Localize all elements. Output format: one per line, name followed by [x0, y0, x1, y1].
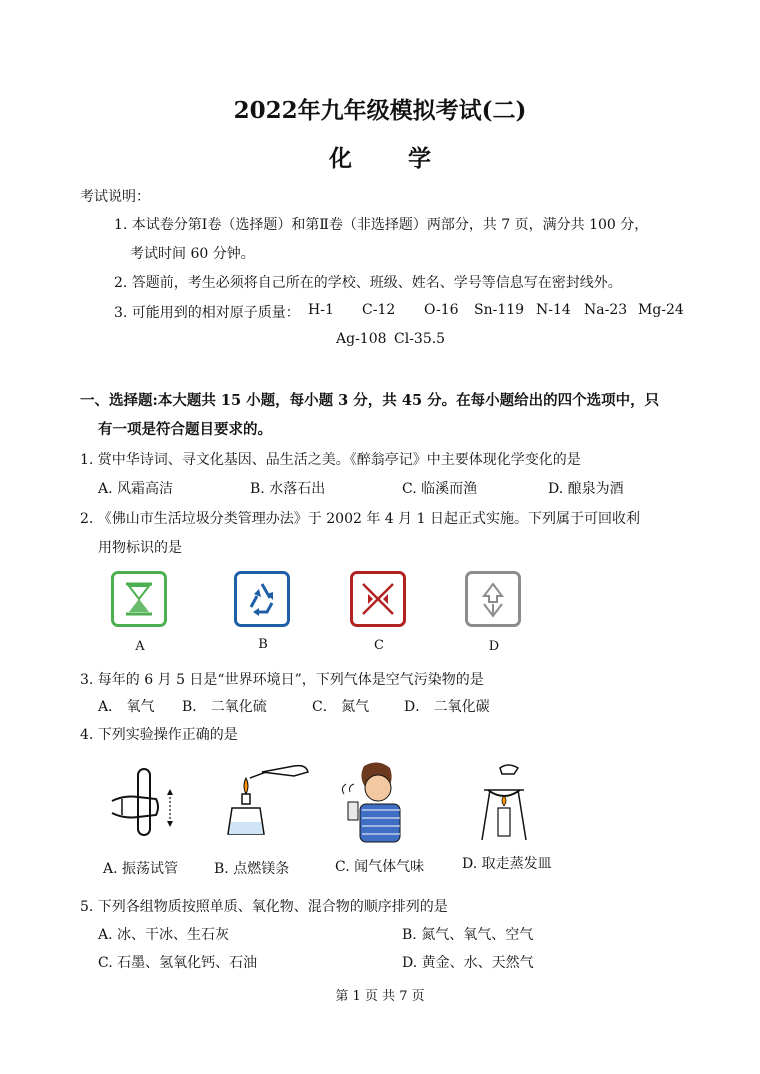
subject-title: [0, 140, 760, 173]
symbol-label-b: B: [258, 637, 268, 652]
atomic-mass-cl: Cl-35.5: [394, 331, 446, 347]
question-2-stem-line-2: 用物标识的是: [98, 540, 182, 556]
question-5-stem: 5. 下列各组物质按照单质、氧化物、混合物的顺序排列的是: [80, 899, 448, 915]
instruction-3-prefix: 3. 可能用到的相对原子质量：: [114, 305, 300, 321]
question-1-option-d: D. 酿泉为酒: [548, 481, 624, 497]
question-5-option-c: C. 石墨、氢氧化钙、石油: [98, 955, 258, 971]
question-5-option-a: A. 冰、干冰、生石灰: [98, 927, 230, 943]
question-3-option-a: A． 氧气: [98, 699, 155, 715]
question-3-option-d: D． 二氧化碳: [404, 699, 490, 715]
atomic-mass-ag: Ag-108: [336, 331, 387, 347]
alcohol-lamp-figure: [222, 760, 312, 842]
shake-test-tube-figure: [104, 765, 184, 845]
question-1-option-a: A. 风霜高洁: [98, 481, 174, 497]
symbol-label-d: D: [488, 639, 500, 654]
atomic-mass-n: N-14: [536, 302, 571, 318]
instruction-1-line-2: 考试时间 60 分钟。: [130, 246, 255, 262]
question-2-stem-line-1: 2. 《佛山市生活垃圾分类管理办法》于 2002 年 4 月 1 日起正式实施。下列属于可回收利: [80, 511, 640, 527]
atomic-mass-mg: Mg-24: [638, 302, 684, 318]
question-5-option-b: B. 氮气、氧气、空气: [402, 927, 534, 943]
question-5-option-d: D. 黄金、水、天然气: [402, 955, 534, 971]
question-3-option-c: C． 氮气: [312, 699, 370, 715]
question-1-option-b: B. 水落石出: [250, 481, 326, 497]
question-3-option-b: B． 二氧化硫: [182, 699, 267, 715]
instruction-2: 2. 答题前，考生必须将自己所在的学校、班级、姓名、学号等信息写在密封线外。: [114, 275, 622, 291]
hourglass-symbol-icon: [111, 571, 167, 627]
question-1-stem: 1. 赏中华诗词、寻文化基因、品生活之美。《醉翁亭记》中主要体现化学变化的是: [80, 452, 581, 468]
section-1-heading-line-1: 一、选择题:本大题共 15 小题，每小题 3 分，共 45 分。在每小题给出的四个选项中，只: [80, 392, 660, 409]
instruction-3: [114, 302, 300, 322]
symbol-label-c: C: [374, 638, 384, 653]
atomic-mass-o: O-16: [424, 302, 459, 318]
atomic-mass-c: C-12: [362, 302, 396, 318]
figure-label-d: D. 取走蒸发皿: [462, 856, 552, 872]
figure-label-b: B. 点燃镁条: [214, 861, 290, 877]
question-1-option-c: C. 临溪而渔: [402, 481, 478, 497]
figure-label-a: A. 振荡试管: [103, 861, 179, 877]
atomic-mass-sn: Sn-119: [474, 302, 525, 318]
figure-label-c: C. 闻气体气味: [335, 859, 425, 875]
instruction-1-line-1: 1. 本试卷分第Ⅰ卷（选择题）和第Ⅱ卷（非选择题）两部分，共 7 页，满分共 100 分，: [114, 217, 649, 233]
exam-title: 2022年九年级模拟考试(二): [233, 97, 527, 124]
instructions-heading: 考试说明：: [80, 189, 150, 205]
evaporating-dish-figure: [474, 760, 534, 844]
question-3-stem: 3. 每年的 6 月 5 日是“世界环境日”，下列气体是空气污染物的是: [80, 672, 484, 688]
other-waste-symbol-icon: [465, 571, 521, 627]
recycle-symbol-icon: [234, 571, 290, 627]
smell-gas-figure: [334, 758, 410, 846]
page-number: 第 1 页 共 7 页: [335, 989, 425, 1004]
section-1-heading-line-2: 有一项是符合题目要求的。: [98, 421, 272, 438]
question-4-stem: 4. 下列实验操作正确的是: [80, 727, 238, 743]
symbol-label-a: A: [135, 639, 145, 654]
hazardous-symbol-icon: [350, 571, 406, 627]
atomic-mass-na: Na-23: [584, 302, 628, 318]
atomic-mass-h: H-1: [308, 302, 334, 318]
subject-char-2: 学: [408, 145, 431, 172]
subject-char-1: 化: [329, 145, 352, 172]
